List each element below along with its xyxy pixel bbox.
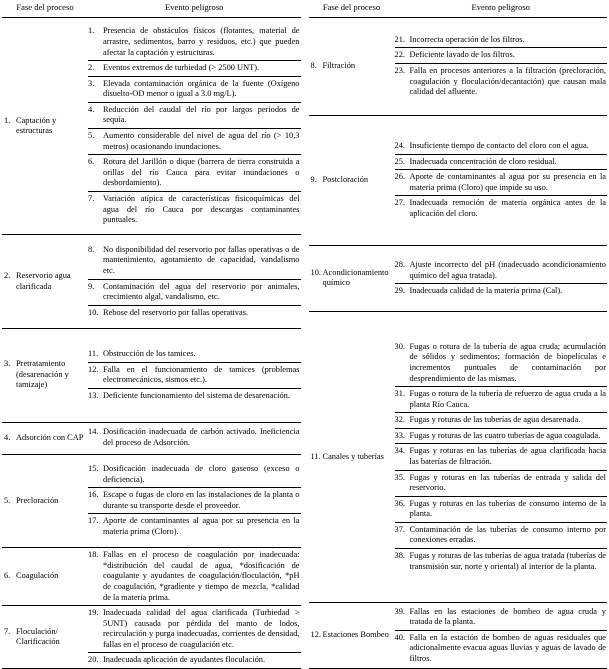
events-cell [395,312,608,603]
phase-number: 6. [4,571,11,581]
phase-label: Acondicionamiento químico [322,267,389,288]
event-number: 37. [394,524,405,534]
phase-group [309,603,608,669]
phase-group [309,116,608,246]
event-row [395,470,608,496]
event-number: 31. [394,389,405,399]
event-number: 34. [394,446,405,456]
event-row [395,605,608,630]
event-number: 30. [394,341,405,351]
event-number: 15. [88,464,99,474]
event-row [395,169,608,195]
phase-group [2,329,301,423]
event-text: Presencia de obstáculos físicos (flotantes, material de arrastre, sedimentos, barro y residuos, etc.) que pueden afectar la captación y estructuras. [103,26,300,57]
event-number: 33. [394,430,405,440]
event-text: Elevada contaminación orgánica de la fuente (Oxígeno disuelto-OD menor o igual a 3.0 mg/L). [103,78,300,99]
event-number: 27. [394,198,405,208]
event-row [88,243,301,279]
event-row [395,496,608,522]
event-row [88,513,301,539]
event-number: 13. [88,390,99,400]
phase-cell [2,329,88,422]
phase-cell [2,455,88,548]
event-number: 11. [88,349,99,359]
event-row [395,47,608,63]
events-cell [88,423,301,454]
event-number: 4. [88,104,95,114]
event-number: 23. [394,66,405,76]
phase-label: Floculación/ Clarificación [16,626,60,647]
event-row [395,139,608,154]
events-cell [88,18,301,234]
event-number: 18. [88,550,99,560]
table-right-half [305,0,609,669]
event-number: 12. [88,364,99,374]
event-text: Inadecuada remoción de materia orgánica antes de la aplicación del cloro. [409,198,606,219]
event-text: Reducción del caudal del río por largos periodos de sequía. [103,104,300,125]
event-number: 14. [88,427,99,437]
event-row [395,630,608,667]
event-row [88,347,301,362]
event-number: 40. [394,632,405,642]
phase-cell [2,423,88,454]
event-row [88,305,301,321]
phase-label: Reservorio agua clarificada [16,271,71,291]
event-text: Inadecuada concentración de cloro residual. [409,156,557,166]
phase-group [2,548,301,606]
phase-label: Captación y estructuras [16,115,57,136]
phase-number: 12. [310,630,321,640]
event-row [395,340,608,386]
event-row [88,128,301,154]
event-number: 6. [88,157,95,167]
event-text: Dosificación inadecuada de carbón activado. Ineficiencia del proceso de Adsorción. [103,427,300,448]
phase-cell [2,235,88,328]
event-number: 32. [394,415,405,425]
event-row [88,388,301,404]
event-number: 8. [88,244,95,254]
event-text: Inadecuada aplicación de ayudantes floculación. [103,655,266,665]
event-row [88,24,301,60]
table-header-right [309,0,608,18]
event-text: Rotura del Jarillón o dique (barrera de tierra construida a orillas del río Cauca para evitar inundaciones o desbordamiento). [103,157,300,188]
event-row [395,63,608,100]
event-number: 20. [88,655,99,665]
phase-number: 10. [310,267,321,277]
phase-group [309,18,608,116]
event-text: Rebose del reservorio por fallas operativas. [103,307,249,317]
event-row [395,283,608,299]
event-number: 22. [394,50,405,60]
event-number: 7. [88,193,95,203]
phase-group [2,235,301,329]
column-header-phase-right: Fase del proceso [322,2,381,12]
event-text: Contaminación de las tuberías de consumo interno por conexiones erradas. [409,524,606,545]
event-text: Falla en el funcionamiento de tamices (problemas electromecánicos, sismos etc.). [103,364,300,385]
phase-number: 11. [310,451,321,461]
event-number: 3. [88,78,95,88]
event-number: 25. [394,156,405,166]
phase-cell [2,548,88,605]
event-row [88,362,301,388]
event-row [88,279,301,305]
phase-number: 1. [4,115,11,125]
event-row [395,154,608,170]
phase-cell [309,246,395,311]
phase-group [2,18,301,235]
event-text: Obstrucción de los tamices. [103,349,196,359]
event-number: 2. [88,63,95,73]
event-text: Fugas y roturas en las tuberías de consumo interno de la planta. [409,498,606,519]
events-cell [395,246,608,311]
phase-cell [309,603,395,668]
column-header-event-left: Evento peligroso [165,2,224,12]
phase-number: 4. [4,432,11,442]
event-number: 39. [394,606,405,616]
event-text: Falla en la estación de bombeo de aguas residuales que adicionalmente evacua aguas lluvias y aguas de lavado de filtros. [409,632,606,664]
event-row [88,606,301,652]
phase-cell [2,606,88,668]
column-header-event-right: Evento peligroso [471,2,530,12]
events-cell [88,606,301,668]
event-row [395,258,608,283]
event-row [395,443,608,469]
event-row [395,412,608,428]
event-number: 38. [394,551,405,561]
event-text: Fallas en las estaciones de bombeo de agua cruda y tratada de la planta. [409,606,606,627]
event-text: Inadecuada calidad del agua clarificada (Turbiedad > 5UNT) causada por pérdida del manto de lodos, recirculación y purga inadecuadas, corrientes de densidad, fallas en el proceso de coagulación etc. [103,608,300,649]
event-number: 1. [88,26,95,36]
phase-label: Pretratamiento (desarenación y tamizaje) [16,359,69,390]
phase-group [309,246,608,312]
phase-group [2,606,301,669]
event-row [88,154,301,191]
phase-number: 3. [4,359,11,369]
event-row [88,76,301,102]
phase-cell [309,18,395,115]
event-row [395,33,608,48]
event-text: Escape o fugas de cloro en las instalaciones de la planta o durante su transporte desde el proveedor. [103,490,300,510]
event-number: 36. [394,498,405,508]
event-row [88,462,301,487]
event-row [88,487,301,513]
event-text: No disponibilidad del reservorio por fallas operativas o de mantenimiento, agotamiento de capacidad, vandalismo etc. [103,244,300,275]
event-number: 26. [394,172,405,182]
event-row [88,102,301,128]
phase-label: Canales y tuberías [322,451,384,461]
events-cell [88,455,301,548]
event-text: Fugas y roturas en las tuberías de agua clarificada hacia las baterías de filtración. [409,446,606,466]
event-text: Fugas y roturas de las tuberías de agua desarenada. [409,415,581,425]
phase-label: Filtración [322,61,356,71]
phase-cell [309,116,395,245]
event-row [88,425,301,450]
events-cell [88,235,301,328]
event-text: Ajuste incorrecto del pH (inadecuado acondicionamiento químico del agua tratada). [409,259,606,280]
event-number: 19. [88,608,99,618]
event-number: 29. [394,286,405,296]
event-text: Falla en procesos anteriores a la filtración (precloración, coagulación y floculación/decantación) que causan mala calidad del afluente. [409,66,606,97]
event-text: Incorrecta operación de los filtros. [409,34,525,44]
event-text: Contaminación del agua del reservorio por animales, crecimiento algal, vandalismo, etc. [103,281,300,302]
phase-label: Precloración [16,495,59,505]
table-header-left [2,0,301,18]
event-row [88,652,301,668]
event-text: Fugas o rotura de la tubería de refuerzo de agua cruda a la planta Río Cauca. [409,389,606,409]
event-row [88,60,301,76]
phase-cell [2,18,88,234]
event-number: 17. [88,516,99,526]
event-text: Aporte de contaminantes al agua por su presencia en la materia prima (Cloro) que impide su uso. [409,172,606,192]
phase-label: Estaciones Bombeo [322,630,389,640]
phase-label: Postcloración [322,175,369,185]
phase-label: Adsorción con CAP [16,432,84,442]
event-row [88,191,301,228]
event-text: Insuficiente tiempo de contacto del cloro con el agua. [409,141,589,151]
event-number: 5. [88,131,95,141]
event-text: Fugas y roturas en las tuberías de entrada y salida del reservorio. [409,472,606,493]
event-text: Variación atípica de características fisicoquímicas del agua del río Cauca por descargas contaminantes puntuales. [103,193,300,225]
event-text: Dosificación inadecuada de cloro gaseoso (exceso o deficiencia). [103,464,300,484]
event-row [395,428,608,444]
event-text: Deficiente lavado de los filtros. [409,50,515,60]
event-text: Fugas y roturas de las cuatro tuberías de agua coagulada. [409,430,601,440]
event-number: 10. [88,307,99,317]
events-cell [395,18,608,115]
phase-label: Coagulación [16,571,59,581]
events-cell [395,603,608,668]
event-number: 9. [88,281,95,291]
event-number: 28. [394,259,405,269]
event-number: 24. [394,141,405,151]
event-text: Fugas y roturas de las tuberías de agua tratada (tuberías de transmisión sur, norte y oriental) al interior de la planta. [409,551,606,571]
event-row [88,548,301,605]
event-text: Eventos extremos de turbiedad (> 2500 UNT). [103,63,260,73]
phase-number: 2. [4,271,11,281]
table-body-left [2,18,301,669]
event-text: Deficiente funcionamiento del sistema de desarenación. [103,390,290,400]
phase-number: 5. [4,495,11,505]
event-row [395,522,608,548]
column-header-phase-left: Fase del proceso [16,2,74,12]
event-text: Fugas o rotura de la tubería de agua cruda; acumulación de sólidos y sedimentos; formación de biopelículas e incrementos puntuales de contaminación por desprendimiento de las mismas. [409,341,606,383]
event-text: Fallas en el proceso de coagulación por inadecuada: *distribución del caudal de agua, *dosificación de coagulante y ayudantes de coagulación/floculación, *pH de coagulación, *gradiente y tiempo de mezcla, *calidad de la materia prima. [103,550,300,602]
phase-cell [309,312,395,603]
events-cell [88,548,301,605]
events-cell [395,116,608,245]
phase-group [2,423,301,455]
event-row [395,195,608,221]
phase-group [309,312,608,604]
table-body-right [309,18,608,669]
event-text: Aporte de contaminantes al agua por su presencia en la materia prima (Cloro). [103,516,300,536]
phase-number: 9. [310,175,317,185]
event-text: Aumento considerable del nivel de agua del río (> 10,3 metros) ocasionando inundaciones. [103,131,300,151]
phase-number: 7. [4,626,11,636]
event-text: Inadecuada calidad de la materia prima (Cal). [409,286,563,296]
event-number: 35. [394,472,405,482]
event-row [395,386,608,412]
phase-number: 8. [310,61,317,71]
event-row [395,548,608,574]
event-number: 21. [394,34,405,44]
events-cell [88,329,301,422]
phase-group [2,455,301,549]
event-number: 16. [88,490,99,500]
